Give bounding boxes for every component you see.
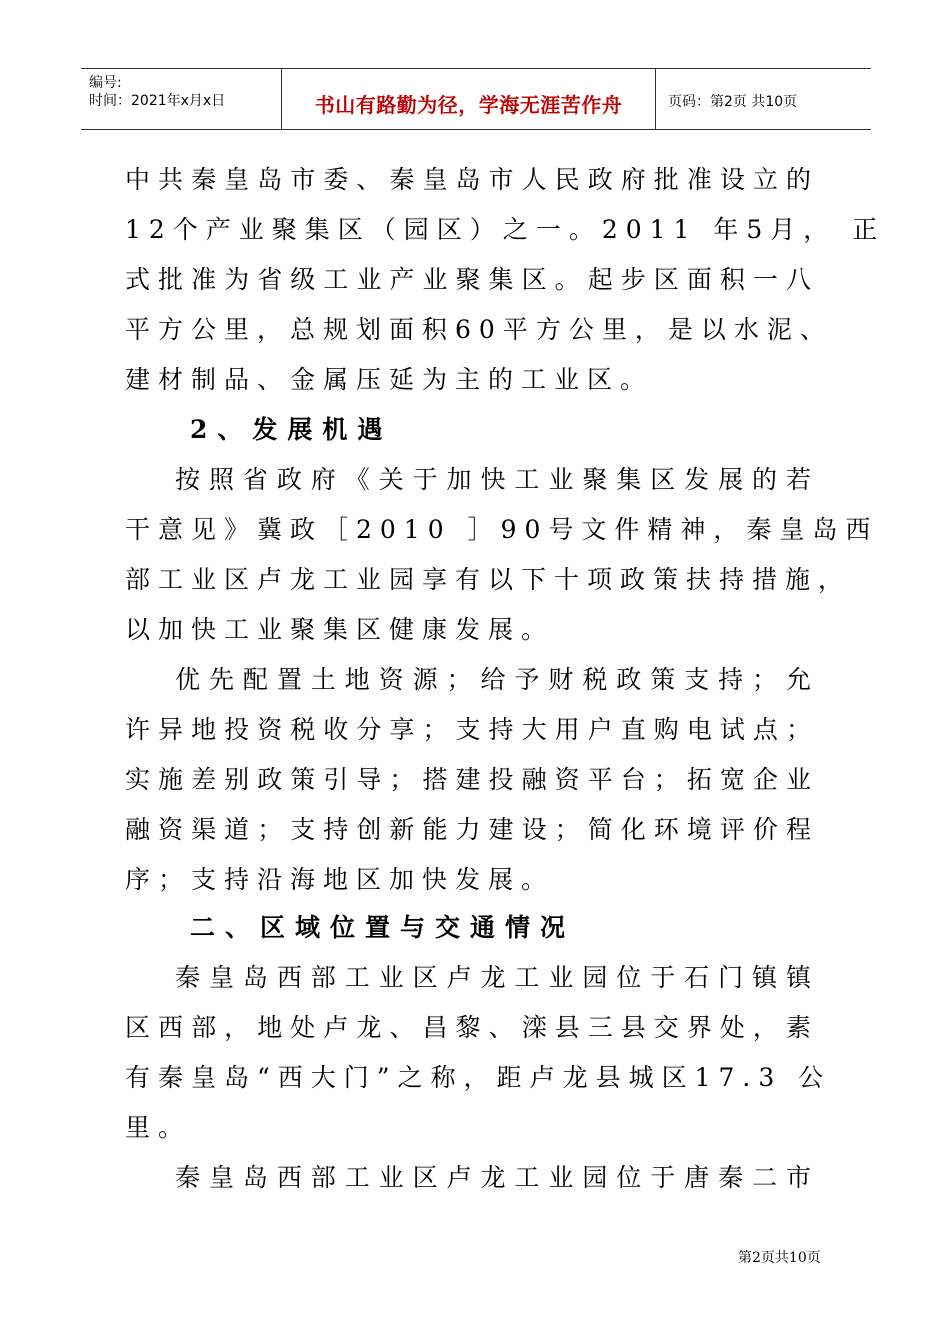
footer-page-number: 第2页共10页 xyxy=(738,1250,821,1266)
header-page-number: 页码：第2页 共10页 xyxy=(668,94,798,110)
body-line: 秦皇岛西部工业区卢龙工业园位于石门镇镇 xyxy=(175,963,819,992)
body-line: 干意见》冀政［2010 ］90号文件精神，秦皇岛西 xyxy=(125,515,879,544)
body-line: 建材制品、金属压延为主的工业区。 xyxy=(125,365,654,394)
header-motto-cell xyxy=(282,69,656,129)
header-page-cell xyxy=(656,69,871,129)
document-time-label: 时间：2021年x月x日 xyxy=(89,93,226,109)
header-meta xyxy=(81,69,282,129)
body-line: 秦皇岛西部工业区卢龙工业园位于唐秦二市 xyxy=(175,1163,819,1192)
body-line: 按照省政府《关于加快工业聚集区发展的若 xyxy=(175,465,819,494)
body-line: 实施差别政策引导；搭建投融资平台；拓宽企业 xyxy=(125,765,819,794)
body-line: 里。 xyxy=(125,1113,192,1142)
body-line: 以加快工业聚集区健康发展。 xyxy=(125,615,555,644)
section-heading: 2、发展机遇 xyxy=(190,415,393,444)
body-line: 平方公里，总规划面积60平方公里，是以水泥、 xyxy=(125,315,833,344)
header-table xyxy=(81,68,871,130)
body-line: 优先配置土地资源；给予财税政策支持；允 xyxy=(175,665,819,694)
body-line: 融资渠道；支持创新能力建设；简化环境评价程 xyxy=(125,815,819,844)
header-motto: 书山有路勤为径，学海无涯苦作舟 xyxy=(314,93,623,117)
section-heading: 二、区域位置与交通情况 xyxy=(190,913,576,942)
body-line: 许异地投资税收分享；支持大用户直购电试点； xyxy=(125,715,819,744)
body-line: 中共秦皇岛市委、秦皇岛市人民政府批准设立的 xyxy=(125,165,819,194)
body-line: 有秦皇岛“西大门”之称，距卢龙县城区17.3 公 xyxy=(125,1063,832,1092)
body-line: 序；支持沿海地区加快发展。 xyxy=(125,865,555,894)
body-line: 12个产业聚集区（园区）之一。2011 年5月， 正 xyxy=(125,215,886,244)
body-line: 区西部，地处卢龙、昌黎、滦县三县交界处，素 xyxy=(125,1013,819,1042)
document-number-label: 编号: xyxy=(89,75,122,91)
body-line: 式批准为省级工业产业聚集区。起步区面积一八 xyxy=(125,265,819,294)
body-line: 部工业区卢龙工业园享有以下十项政策扶持措施， xyxy=(125,565,852,594)
